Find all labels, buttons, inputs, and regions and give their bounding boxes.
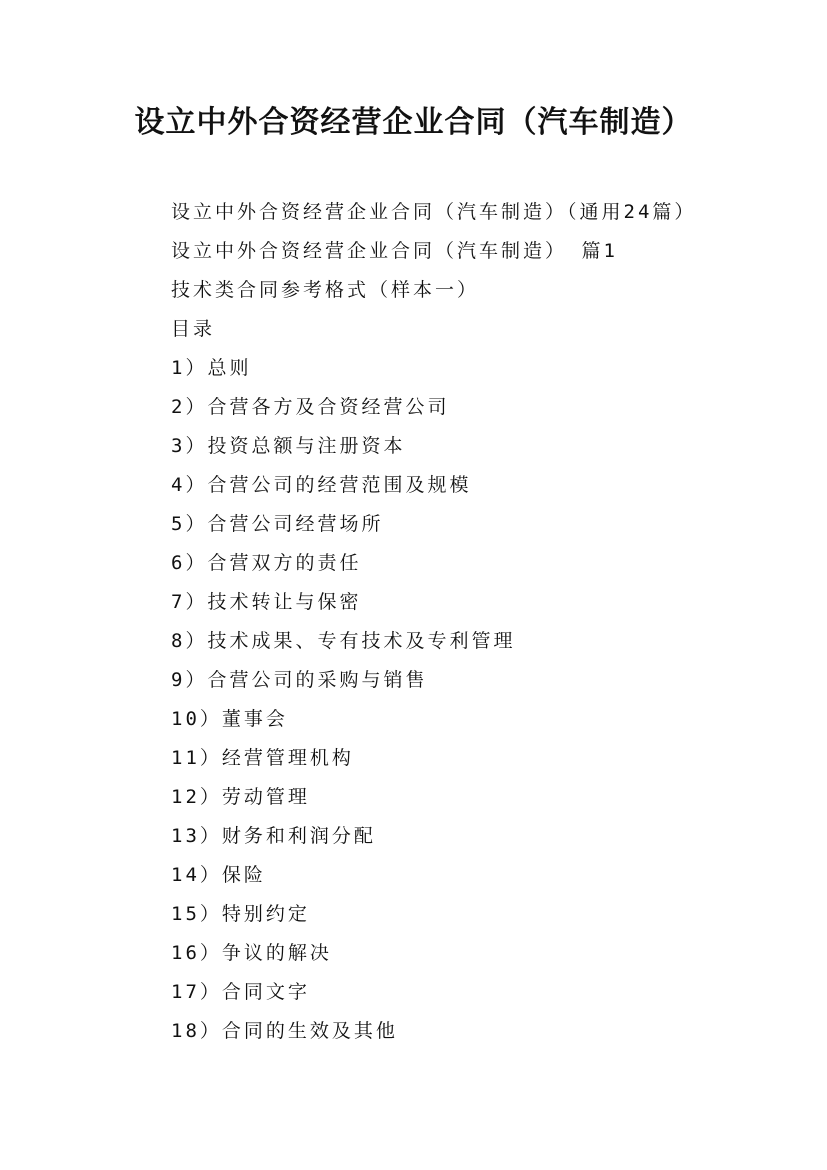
toc-item: 5）合营公司经营场所: [171, 513, 384, 535]
document-body: [171, 193, 801, 1051]
subtitle-line: 设立中外合资经营企业合同（汽车制造）（通用24篇）: [171, 201, 697, 223]
contract-format-line: 技术类合同参考格式（样本一）: [171, 279, 480, 301]
section-heading: 设立中外合资经营企业合同（汽车制造） 篇1: [171, 240, 618, 262]
toc-item: 15）特别约定: [171, 903, 310, 925]
toc-item: 18）合同的生效及其他: [171, 1020, 398, 1042]
toc-item: 13）财务和利润分配: [171, 825, 376, 847]
toc-item: 12）劳动管理: [171, 786, 310, 808]
toc-item: 1）总则: [171, 357, 252, 379]
toc-item: 9）合营公司的采购与销售: [171, 669, 428, 691]
toc-item: 11）经营管理机构: [171, 747, 354, 769]
toc-item: 3）投资总额与注册资本: [171, 435, 406, 457]
toc-item: 7）技术转让与保密: [171, 591, 362, 613]
toc-item: 4）合营公司的经营范围及规模: [171, 474, 472, 496]
toc-item: 14）保险: [171, 864, 266, 886]
toc-item: 8）技术成果、专有技术及专利管理: [171, 630, 516, 652]
toc-item: 16）争议的解决: [171, 942, 332, 964]
document-title: 设立中外合资经营企业合同（汽车制造）: [134, 105, 693, 140]
toc-item: 17）合同文字: [171, 981, 310, 1003]
toc-item: 10）董事会: [171, 708, 288, 730]
toc-item: 6）合营双方的责任: [171, 552, 362, 574]
toc-heading: 目录: [171, 318, 216, 340]
toc-item: 2）合营各方及合资经营公司: [171, 396, 450, 418]
